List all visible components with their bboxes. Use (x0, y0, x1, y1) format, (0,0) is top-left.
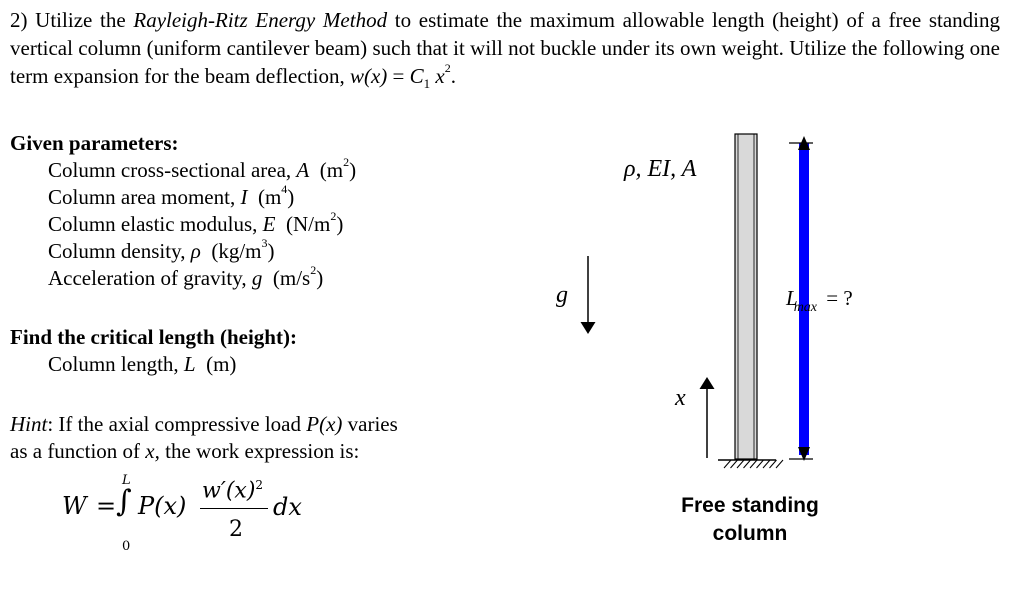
length-subscript: max (793, 300, 818, 315)
given-item-unit: (m/s (272, 266, 311, 290)
find-item-symbol: L (183, 352, 196, 376)
column-properties: ρ, EI, A (624, 156, 697, 182)
hatch-line (737, 460, 744, 468)
ground-hatching (724, 460, 783, 468)
coefficient: C (409, 64, 424, 88)
integral-sign: ∫ (116, 484, 132, 519)
x-variable: x (435, 64, 445, 88)
given-item-unit-close: ) (287, 185, 295, 209)
given-item-unit-exponent: 4 (281, 182, 288, 196)
hatch-line (776, 460, 783, 468)
hint-text-a: : If the axial compressive load (47, 412, 307, 436)
formula-denominator: 2 (229, 517, 243, 542)
given-item-symbol: A (296, 158, 310, 182)
problem-prefix: 2) Utilize the (10, 8, 134, 32)
x-label: x (675, 385, 686, 411)
given-item-symbol: ρ (190, 239, 201, 263)
given-item-symbol: E (262, 212, 276, 236)
given-heading: Given parameters: (10, 131, 179, 155)
hint-x: x, (145, 439, 160, 463)
given-item-label: Column cross-sectional area, (48, 158, 297, 182)
coefficient-subscript: 1 (423, 76, 431, 92)
given-item-unit-close: ) (349, 158, 357, 182)
hatch-line (724, 460, 731, 468)
given-item-label: Column area moment, (48, 185, 241, 209)
numerator-text: w′(x) (202, 478, 256, 504)
length-label (786, 286, 853, 315)
given-item-unit-close: ) (316, 266, 324, 290)
hint-load: P(x) (306, 412, 343, 436)
integral-upper-limit: L (122, 473, 131, 488)
period: . (450, 64, 456, 88)
method-name: Rayleigh-Ritz Energy Method (133, 8, 388, 32)
hint-label: Hint (10, 412, 48, 436)
hatch-line (731, 460, 738, 468)
given-item-unit-close: ) (267, 239, 275, 263)
formula-w: W (62, 492, 87, 520)
given-item-unit-exponent: 2 (310, 263, 317, 277)
find-item-label: Column length, (48, 352, 184, 376)
given-item-unit: (N/m (285, 212, 331, 236)
figure-caption (660, 492, 840, 548)
given-item-unit: (m (257, 185, 282, 209)
formula-load: P(x) (138, 492, 187, 520)
given-item-unit-close: ) (336, 212, 344, 236)
given-item-unit-exponent: 2 (343, 155, 350, 169)
given-item-symbol: g (251, 266, 263, 290)
given-item-unit-exponent: 2 (330, 209, 337, 223)
given-item-symbol: I (240, 185, 248, 209)
formula-dx: dx (273, 493, 302, 521)
caption-line-1: Free standing (681, 494, 819, 517)
length-query: = ? (821, 286, 853, 310)
hatch-line (744, 460, 751, 468)
find-heading: Find the critical length (height): (10, 325, 297, 349)
given-item-label: Acceleration of gravity, (48, 266, 252, 290)
hatch-line (757, 460, 764, 468)
hatch-line (770, 460, 777, 468)
integral-lower-limit: 0 (122, 539, 131, 554)
find-item-unit: (m) (206, 352, 237, 376)
hint-text-b: varies (342, 412, 398, 436)
deflection-function: w(x) (349, 64, 388, 88)
given-item-unit: (kg/m (211, 239, 262, 263)
problem-body: to estimate the maximum allowable length (height) of a free standing vertical column (uniform cantilever beam) such that it will not buckle under its own weight. Utilize the following one term expansion for the beam deflection, (10, 8, 1001, 88)
given-item-label: Column elastic modulus, (48, 212, 263, 236)
caption-line-2: column (712, 522, 788, 545)
numerator-exponent: 2 (255, 478, 264, 492)
equals-sign: = (387, 64, 410, 88)
formula-equals: = (96, 492, 117, 520)
given-item-unit: (m (319, 158, 344, 182)
length-symbol: L (786, 286, 798, 310)
hint-text-c: as a function of (10, 439, 146, 463)
hint-text-d: the work expression is: (159, 439, 360, 463)
hatch-line (763, 460, 770, 468)
hatch-line (750, 460, 757, 468)
given-item-label: Column density, (48, 239, 191, 263)
gravity-label: g (556, 282, 568, 308)
given-item-unit-exponent: 3 (261, 236, 268, 250)
x-exponent: 2 (444, 61, 451, 75)
